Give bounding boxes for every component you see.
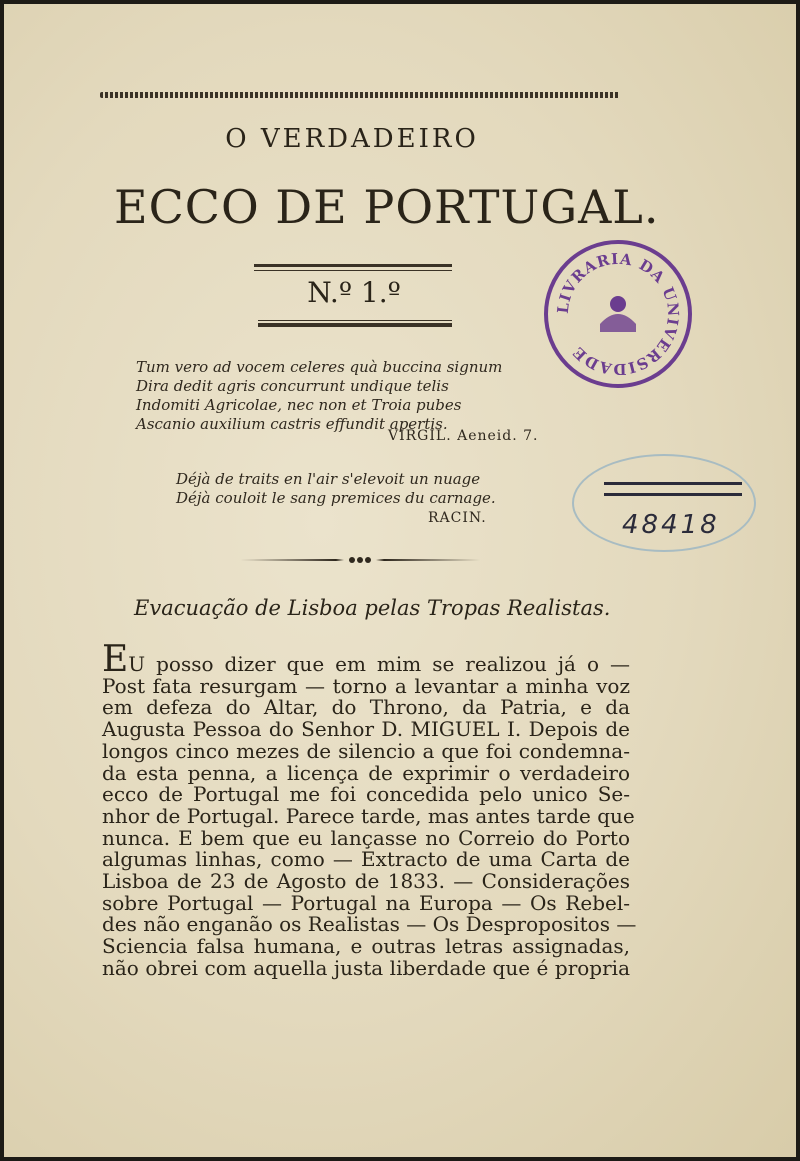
epigraph-racine-line: Déjà couloit le sang premices du carnage. <box>176 489 496 507</box>
drop-cap: E <box>102 639 129 680</box>
issue-number: N.º 1.º <box>307 276 401 309</box>
article-line: Lisboa de 23 de Agosto de 1833. — Considerações <box>102 869 630 894</box>
article-line: Augusta Pessoa do Senhor D. MIGUEL I. Depois de <box>102 717 630 742</box>
article-line: sobre Portugal — Portugal na Europa — Os Rebel- <box>102 890 630 915</box>
article-line: não obrei com aquella justa liberdade que é propria <box>102 955 630 980</box>
article-line: EU posso dizer que em mim se realizou já o — <box>102 639 630 680</box>
shelfmark-strikethrough <box>604 482 742 496</box>
article-line: ecco de Portugal me foi concedida pelo unico Se- <box>102 782 630 807</box>
article-line: em defeza do Altar, do Throno, da Patria, e da <box>102 695 630 720</box>
top-ornamental-rule <box>100 92 620 98</box>
number-rule-top-fine <box>254 270 452 271</box>
library-stamp <box>544 240 692 388</box>
article-line: Post fata resurgam — torno a levantar a minha voz <box>102 673 630 698</box>
epigraph-virgil-line: Dira dedit agris concurrunt undique telis <box>136 377 449 395</box>
epigraph-virgil-attribution: VIRGIL. Aeneid. 7. <box>388 428 539 444</box>
shelfmark-number: 48418 <box>622 510 720 540</box>
library-stamp-text: LIVRARIA DA UNIVERSIDADE <box>553 249 683 379</box>
title-line-2: ECCO DE PORTUGAL. <box>114 180 660 234</box>
epigraph-racine <box>176 470 496 508</box>
article-line: nunca. E bem que eu lançasse no Correio do Porto <box>102 825 630 850</box>
number-rule-bottom-fine <box>258 320 452 321</box>
epigraph-virgil-line: Indomiti Agricolae, nec non et Troia pubes <box>136 396 462 414</box>
article-heading: Evacuação de Lisboa pelas Tropas Realistas. <box>134 596 611 620</box>
epigraph-virgil-line: Ascanio auxilium castris effundit apertis. <box>136 415 448 433</box>
title-line-1: O VERDADEIRO <box>225 124 479 154</box>
epigraph-racine-attribution: RACIN. <box>428 510 487 526</box>
epigraph-virgil <box>136 358 502 434</box>
article-line: da esta penna, a licença de exprimir o verdadeiro <box>102 760 630 785</box>
section-ornament <box>240 556 480 564</box>
article-line: nhor de Portugal. Parece tarde, mas antes tarde que <box>102 803 635 828</box>
number-rule-top <box>254 264 452 267</box>
epigraph-racine-line: Déjà de traits en l'air s'elevoit un nuage <box>176 470 481 488</box>
svg-text:LIVRARIA DA UNIVERSIDADE <box>554 250 683 379</box>
article-line: longos cinco mezes de silencio a que foi condemna- <box>102 738 630 763</box>
article-line: des não enganão os Realistas — Os Despropositos — <box>102 912 637 937</box>
article-body <box>102 639 637 980</box>
document-page <box>4 4 796 1157</box>
article-line: Sciencia falsa humana, e outras letras assignadas, <box>102 934 630 959</box>
article-line: algumas linhas, como — Extracto de uma Carta de <box>102 847 630 872</box>
library-stamp-ring <box>548 244 688 384</box>
epigraph-virgil-line: Tum vero ad vocem celeres quà buccina signum <box>136 358 503 376</box>
number-rule-bottom <box>258 323 452 327</box>
